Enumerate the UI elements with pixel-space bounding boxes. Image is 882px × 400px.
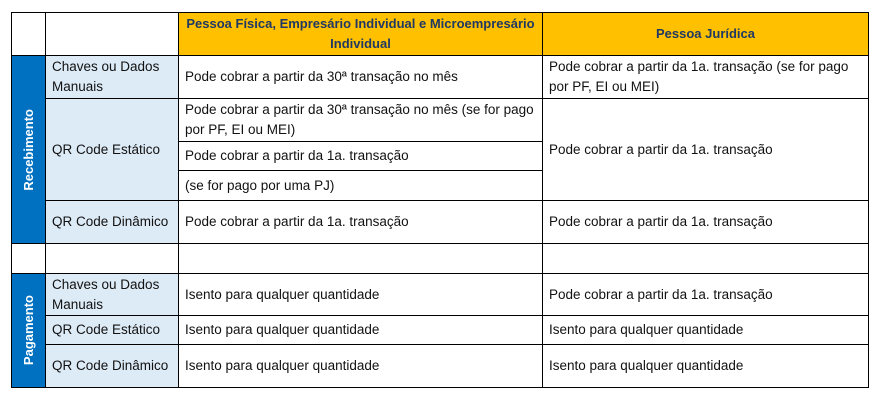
table-row xyxy=(12,99,869,142)
corner-cell-2 xyxy=(46,13,179,56)
row-type-chaves: Chaves ou Dados Manuais xyxy=(46,56,179,99)
table-row xyxy=(12,274,869,316)
blank-cell xyxy=(543,244,869,274)
cell-pj: Pode cobrar a partir da 1a. transação xyxy=(543,274,869,316)
row-type-qr-estatico: QR Code Estático xyxy=(46,99,179,201)
pix-fees-table xyxy=(11,12,869,388)
row-type-qr-estatico: QR Code Estático xyxy=(46,316,179,345)
section-pagamento xyxy=(12,274,46,388)
blank-cell xyxy=(46,244,179,274)
table-row xyxy=(12,201,869,244)
cell-pf: Isento para qualquer quantidade xyxy=(179,316,543,345)
cell-pj: Pode cobrar a partir da 1a. transação xyxy=(543,99,869,201)
section-recebimento xyxy=(12,56,46,244)
corner-cell xyxy=(12,13,46,56)
section-label-recebimento: Recebimento xyxy=(20,108,36,191)
cell-pf: Pode cobrar a partir da 1a. transação xyxy=(179,201,543,244)
cell-pj: Isento para qualquer quantidade xyxy=(543,316,869,345)
spacer-row xyxy=(12,244,869,274)
header-row xyxy=(12,13,869,56)
cell-pf: Pode cobrar a partir da 30ª transação no mês xyxy=(179,56,543,99)
header-pf: Pessoa Física, Empresário Individual e Microempresário Individual xyxy=(179,13,543,56)
cell-pf: Pode cobrar a partir da 30ª transação no mês (se for pago por PF, EI ou MEI) xyxy=(179,99,543,142)
table-row xyxy=(12,345,869,388)
blank-cell xyxy=(12,244,46,274)
cell-pf: (se for pago por uma PJ) xyxy=(179,171,543,201)
cell-pj: Pode cobrar a partir da 1a. transação (se for pago por PF, EI ou MEI) xyxy=(543,56,869,99)
blank-cell xyxy=(179,244,543,274)
row-type-qr-dinamico: QR Code Dinâmico xyxy=(46,201,179,244)
table-row xyxy=(12,56,869,99)
row-type-qr-dinamico: QR Code Dinâmico xyxy=(46,345,179,388)
cell-pf: Pode cobrar a partir da 1a. transação xyxy=(179,142,543,171)
cell-pf: Isento para qualquer quantidade xyxy=(179,345,543,388)
header-pj: Pessoa Jurídica xyxy=(543,13,869,56)
cell-pj: Isento para qualquer quantidade xyxy=(543,345,869,388)
table-row xyxy=(12,316,869,345)
section-label-pagamento: Pagamento xyxy=(20,295,36,366)
cell-pj: Pode cobrar a partir da 1a. transação xyxy=(543,201,869,244)
row-type-chaves: Chaves ou Dados Manuais xyxy=(46,274,179,316)
cell-pf: Isento para qualquer quantidade xyxy=(179,274,543,316)
